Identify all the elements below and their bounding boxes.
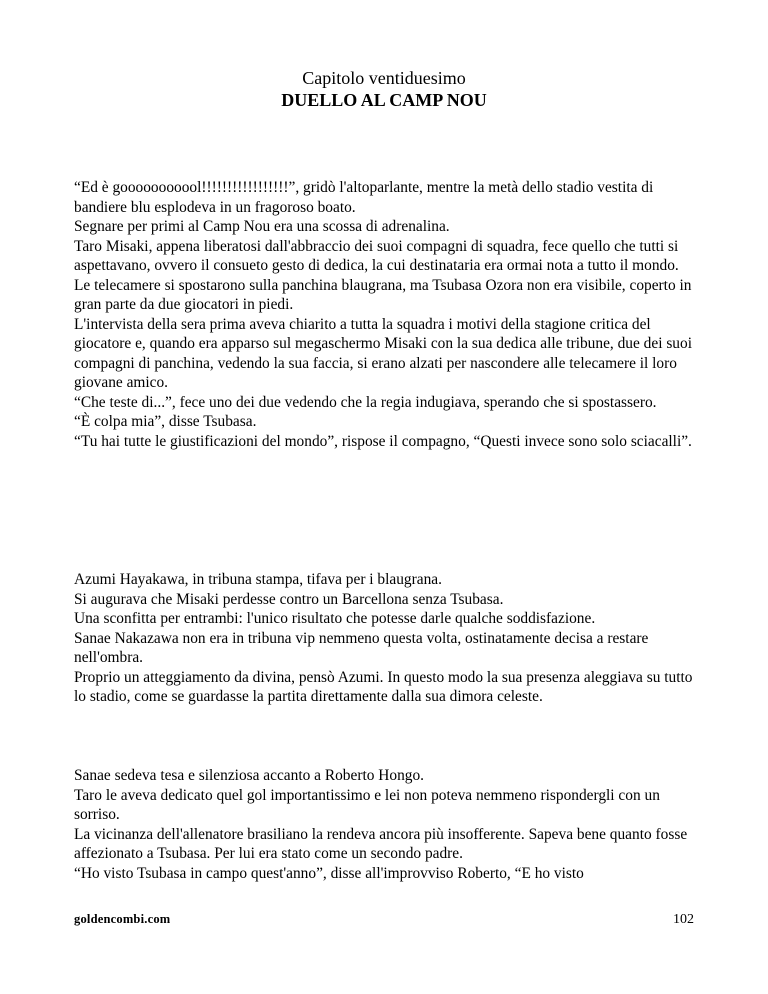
paragraph: La vicinanza dell'allenatore brasiliano la rendeva ancora più insofferente. Sapeva bene quanto fosse affezionato a Tsubasa. Per lui era stato come un secondo padre.: [74, 825, 688, 862]
paragraph: Le telecamere si spostarono sulla panchina blaugrana, ma Tsubasa Ozora non era visibile, coperto in gran parte da due giocatori in piedi.: [74, 276, 692, 313]
paragraph: Proprio un atteggiamento da divina, pensò Azumi. In questo modo la sua presenza aleggiava su tutto lo stadio, come se guardasse la partita direttamente dalla sua dimora celeste.: [74, 668, 693, 705]
paragraph: Segnare per primi al Camp Nou era una scossa di adrenalina.: [74, 218, 450, 235]
paragraph: “Che teste di...”, fece uno dei due vedendo che la regia indugiava, sperando che si spostassero.: [74, 393, 657, 411]
paragraph: Sanae Nakazawa non era in tribuna vip nemmeno questa volta, ostinatamente decisa a restare nell'ombra.: [74, 629, 649, 666]
footer-site-name: goldencombi.com: [74, 912, 171, 926]
text-section-2: [74, 570, 704, 707]
paragraph: L'intervista della sera prima aveva chiarito a tutta la squadra i motivi della stagione critica del giocatore e, quando era apparso sul megaschermo Misaki con la sua dedica alle tribune, due dei suoi compagni di panchina, vedendo la sua faccia, si erano alzati per nascondere alle telecamere il loro giovane amico.: [74, 315, 692, 391]
chapter-header: [0, 67, 768, 111]
text-section-1: [74, 178, 704, 451]
paragraph: “Tu hai tutte le giustificazioni del mondo”, rispose il compagno, “Questi invece sono solo sciacalli”.: [74, 432, 692, 450]
paragraph: Sanae sedeva tesa e silenziosa accanto a Roberto Hongo.: [74, 767, 425, 784]
paragraph: Taro Misaki, appena liberatosi dall'abbraccio dei suoi compagni di squadra, fece quello che tutti si aspettavano, ovvero il consueto gesto di dedica, la cui destinataria era ormai nota a tutto il mondo.: [74, 237, 679, 274]
paragraph: “È colpa mia”, disse Tsubasa.: [74, 413, 257, 430]
paragraph: Azumi Hayakawa, in tribuna stampa, tifava per i blaugrana.: [74, 571, 442, 588]
paragraph: “Ho visto Tsubasa in campo quest'anno”, disse all'improvviso Roberto, “E ho visto: [74, 864, 584, 882]
paragraph: “Ed è gooooooooool!!!!!!!!!!!!!!!!!”, gridò l'altoparlante, mentre la metà dello stadio vestita di bandiere blu esplodeva in un fragoroso boato.: [74, 179, 654, 216]
paragraph: Si augurava che Misaki perdesse contro un Barcellona senza Tsubasa.: [74, 590, 504, 608]
text-section-3: [74, 766, 704, 883]
paragraph: Una sconfitta per entrambi: l'unico risultato che potesse darle qualche soddisfazione.: [74, 610, 596, 627]
chapter-title: DUELLO AL CAMP NOU: [281, 90, 487, 110]
page-number: 102: [673, 912, 694, 927]
paragraph: Taro le aveva dedicato quel gol importantissimo e lei non poteva nemmeno rispondergli con un sorriso.: [74, 786, 660, 823]
chapter-number: Capitolo ventiduesimo: [302, 68, 466, 88]
